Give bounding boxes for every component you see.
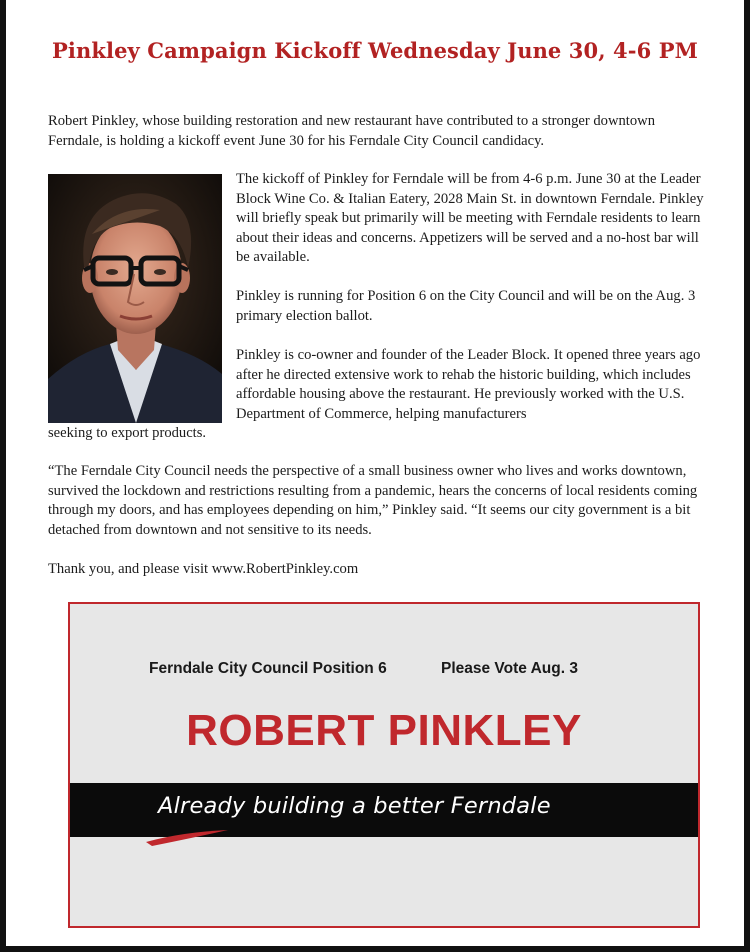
position-paragraph: Pinkley is running for Position 6 on the City Council and will be on the Aug. 3 primary election ballot. [236,288,696,324]
campaign-sign [68,602,700,928]
candidate-photo [48,174,222,423]
red-swoosh-icon [142,826,232,848]
intro-paragraph: Robert Pinkley, whose building restoration and new restaurant have contributed to a stronger downtown Ferndale, is holding a kickoff event June 30 for his Ferndale City Council candidacy. [48,113,655,149]
sign-slogan: Already building a better Ferndale [158,793,551,819]
owner-paragraph: Pinkley is co-owner and founder of the Leader Block. It opened three years ago after he directed extensive work to rehab the historic building, which includes affordable housing above the restaurant. He previously worked with the U.S. Department of Commerce, helping manufacturers [236,347,701,422]
thanks-line: Thank you, and please visit www.RobertPinkley.com [48,561,359,577]
sign-candidate-name: ROBERT PINKLEY [186,706,582,755]
portrait-image [48,174,222,423]
page-frame-left [0,0,6,952]
page-frame-right [744,0,750,952]
sign-vote-label: Please Vote Aug. 3 [441,660,578,677]
sign-position-label: Ferndale City Council Position 6 [149,660,387,677]
quote-paragraph: “The Ferndale City Council needs the perspective of a small business owner who lives and works downtown, survived the lockdown and restrictions resulting from a pandemic, hears the concerns of local residents coming through my doors, and has employees depending on him,” Pinkley said. “It seems our city government is a bit detached from downtown and not sensitive to its needs. [48,463,698,538]
page-title: Pinkley Campaign Kickoff Wednesday June 30, 4-6 PM [52,38,698,63]
kickoff-paragraph: The kickoff of Pinkley for Ferndale will be from 4-6 p.m. June 30 at the Leader Block Wine Co. & Italian Eatery, 2028 Main St. in downtown Ferndale. Pinkley will briefly speak but primarily will be meeting with Ferndale residents to learn about their ideas and concerns. Appetizers will be served and a no-host bar will be available. [236,171,704,266]
page-frame-bottom [0,946,750,952]
owner-paragraph-continued: seeking to export products. [48,425,207,441]
